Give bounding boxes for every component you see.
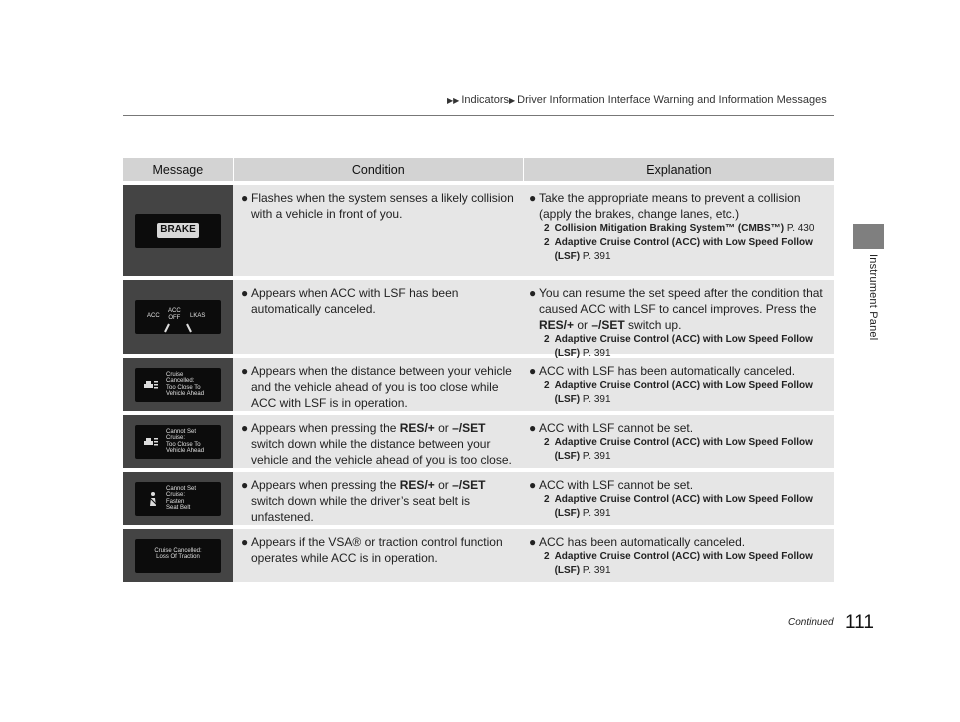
text-run: Take the appropriate means to prevent a collision (apply the brakes, change lanes, etc.): [539, 191, 801, 221]
reference-link[interactable]: [555, 236, 828, 264]
reference-arrow-icon: 2: [544, 551, 550, 562]
reference-arrow-icon: 2: [544, 237, 550, 248]
cross-reference[interactable]: [529, 222, 828, 236]
reference-title: Adaptive Cruise Control (ACC) with Low Speed Follow (LSF): [554, 437, 813, 462]
explanation-text: [539, 285, 828, 333]
reference-title: Adaptive Cruise Control (ACC) with Low Speed Follow (LSF): [554, 380, 813, 405]
bullet-icon: ●: [241, 421, 249, 435]
display-screen: [135, 482, 221, 516]
reference-page: P. 391: [582, 451, 611, 462]
switch-name: RES/+: [539, 318, 575, 332]
header-message: Message: [152, 162, 204, 177]
message-cell: [123, 529, 233, 582]
cross-reference[interactable]: [529, 379, 828, 407]
header-condition: Condition: [233, 158, 523, 181]
condition-cell: [233, 280, 523, 354]
explanation-bullet: [529, 534, 828, 550]
bullet-icon: ●: [529, 364, 537, 378]
cross-reference[interactable]: [529, 333, 828, 361]
section-label: Instrument Panel: [867, 254, 879, 341]
table-row: [123, 415, 834, 468]
reference-arrow-icon: 2: [544, 380, 550, 391]
reference-title: Adaptive Cruise Control (ACC) with Low Speed Follow (LSF): [554, 334, 813, 359]
explanation-bullet: [529, 477, 828, 493]
section-tab: [853, 224, 884, 249]
bullet-icon: ●: [529, 286, 537, 300]
reference-line: [544, 333, 828, 361]
header-explanation: Explanation: [523, 158, 834, 181]
condition-bullet: [241, 477, 517, 525]
display-screen: [135, 300, 221, 334]
message-cell: [123, 280, 233, 354]
double-arrow-icon: ▶▶: [447, 96, 460, 105]
screen-message: Cannot Set Cruise: Too Close To Vehicle Ahead: [166, 428, 205, 454]
text-run: or: [434, 421, 453, 435]
explanation-cell: [523, 185, 834, 276]
switch-name: –/SET: [591, 318, 625, 332]
explanation-text: [539, 477, 693, 493]
text-run: ACC with LSF cannot be set.: [539, 421, 694, 435]
text-run: Appears if the VSA® or traction control function operates while ACC is in operation.: [251, 535, 503, 565]
reference-page: P. 391: [582, 251, 611, 262]
header-divider: [123, 115, 834, 116]
reference-link[interactable]: [555, 333, 828, 361]
condition-text: [251, 363, 517, 411]
text-run: You can resume the set speed after the condition that caused ACC with LSF to cancel improves. Press the: [539, 286, 823, 316]
breadcrumb: [447, 94, 827, 106]
table-row: [123, 472, 834, 525]
explanation-cell: [523, 280, 834, 359]
lkas-label: LKAS: [190, 313, 206, 319]
seat-belt-icon: [148, 491, 158, 507]
reference-link[interactable]: [555, 222, 815, 236]
explanation-text: [539, 190, 828, 222]
text-run: ACC with LSF cannot be set.: [539, 478, 694, 492]
condition-text: [251, 285, 517, 317]
table-row: [123, 280, 834, 359]
screen-message: Cruise Cancelled: Too Close To Vehicle Ahead: [166, 371, 205, 397]
display-screen: [135, 539, 221, 573]
text-run: Appears when the distance between your vehicle and the vehicle ahead of you is too close while ACC with LSF is in operation.: [251, 364, 512, 410]
text-run: switch down while the driver’s seat belt is unfastened.: [251, 494, 470, 524]
reference-title: Collision Mitigation Braking System™ (CMBS™): [554, 223, 785, 234]
text-run: Appears when ACC with LSF has been automatically canceled.: [251, 286, 459, 316]
bullet-icon: ●: [241, 478, 249, 492]
bullet-icon: ●: [241, 191, 249, 205]
bullet-icon: ●: [529, 478, 537, 492]
text-run: or: [574, 318, 592, 332]
bullet-icon: ●: [529, 191, 537, 205]
condition-text: [251, 420, 517, 468]
condition-cell: [233, 472, 523, 525]
cross-reference[interactable]: [529, 236, 828, 264]
text-run: ACC with LSF has been automatically canceled.: [539, 364, 796, 378]
reference-page: P. 391: [582, 565, 611, 576]
reference-page: P. 391: [582, 348, 611, 359]
reference-arrow-icon: 2: [544, 494, 550, 505]
page-number: 111: [845, 612, 874, 633]
text-run: Appears when pressing the: [251, 421, 400, 435]
condition-text: [251, 534, 517, 566]
text-run: ACC has been automatically canceled.: [539, 535, 746, 549]
reference-link[interactable]: [555, 436, 828, 464]
message-cell: [123, 472, 233, 525]
bullet-icon: ●: [241, 535, 249, 549]
reference-line: [544, 550, 828, 578]
bullet-icon: ●: [241, 286, 249, 300]
condition-bullet: [241, 420, 517, 468]
bullet-icon: ●: [241, 364, 249, 378]
switch-name: RES/+: [399, 421, 435, 435]
reference-page: P. 391: [582, 508, 611, 519]
reference-arrow-icon: 2: [544, 437, 550, 448]
condition-bullet: [241, 190, 517, 222]
explanation-text: [539, 420, 693, 436]
message-cell: [123, 185, 233, 276]
continued-label: Continued: [788, 617, 834, 628]
display-screen: [135, 425, 221, 459]
breadcrumb-item[interactable]: Indicators: [461, 94, 510, 106]
reference-link[interactable]: [555, 550, 828, 578]
text-run: Flashes when the system senses a likely collision with a vehicle in front of you.: [251, 191, 514, 221]
reference-title: Adaptive Cruise Control (ACC) with Low Speed Follow (LSF): [554, 237, 813, 262]
explanation-bullet: [529, 190, 828, 222]
switch-name: –/SET: [452, 478, 486, 492]
table-row: [123, 358, 834, 411]
breadcrumb-item[interactable]: Driver Information Interface Warning and Information Messages: [517, 94, 827, 106]
message-cell: [123, 415, 233, 468]
reference-link[interactable]: [555, 379, 828, 407]
condition-bullet: [241, 285, 517, 317]
text-run: Appears when pressing the: [251, 478, 400, 492]
reference-line: [544, 436, 828, 464]
condition-text: [251, 477, 517, 525]
table-header: [123, 158, 834, 181]
acc-label: ACC: [147, 313, 160, 319]
explanation-bullet: [529, 285, 828, 333]
reference-title: Adaptive Cruise Control (ACC) with Low Speed Follow (LSF): [554, 494, 813, 519]
brake-indicator: BRAKE: [157, 223, 199, 238]
condition-cell: [233, 415, 523, 468]
reference-page: P. 391: [582, 394, 611, 405]
bullet-icon: ●: [529, 535, 537, 549]
switch-name: –/SET: [452, 421, 486, 435]
reference-line: [544, 493, 828, 521]
arrow-icon: ▶: [509, 96, 516, 105]
reference-line: [544, 236, 828, 264]
acc-off-label: ACC OFF: [168, 308, 181, 321]
condition-cell: [233, 358, 523, 411]
condition-text: [251, 190, 517, 222]
explanation-cell: [523, 529, 834, 582]
reference-arrow-icon: 2: [544, 334, 550, 345]
display-screen: [135, 368, 221, 402]
table-row: [123, 185, 834, 276]
reference-link[interactable]: [555, 493, 828, 521]
cross-reference[interactable]: [529, 493, 828, 521]
switch-name: RES/+: [399, 478, 435, 492]
cross-reference[interactable]: [529, 550, 828, 578]
explanation-text: [539, 534, 745, 550]
screen-message: Cruise Cancelled: Loss Of Traction: [154, 547, 202, 560]
message-cell: [123, 358, 233, 411]
table-row: [123, 529, 834, 582]
condition-cell: [233, 185, 523, 276]
bullet-icon: ●: [529, 421, 537, 435]
display-screen: [135, 214, 221, 248]
messages-table: [123, 158, 834, 582]
explanation-bullet: [529, 363, 828, 379]
text-run: switch up.: [624, 318, 682, 332]
explanation-bullet: [529, 420, 828, 436]
reference-arrow-icon: 2: [544, 223, 550, 234]
explanation-cell: [523, 472, 834, 525]
text-run: or: [434, 478, 453, 492]
text-run: switch down while the distance between your vehicle and the vehicle ahead of you is too close.: [251, 437, 512, 467]
reference-line: [544, 222, 828, 236]
condition-cell: [233, 529, 523, 582]
explanation-cell: [523, 358, 834, 411]
car-distance-icon: [143, 435, 159, 449]
reference-page: P. 430: [786, 223, 815, 234]
screen-message: Cannot Set Cruise: Fasten Seat Belt: [166, 485, 197, 511]
explanation-text: [539, 363, 795, 379]
car-distance-icon: [143, 378, 159, 392]
condition-bullet: [241, 534, 517, 566]
condition-bullet: [241, 363, 517, 411]
reference-title: Adaptive Cruise Control (ACC) with Low Speed Follow (LSF): [554, 551, 813, 576]
cross-reference[interactable]: [529, 436, 828, 464]
explanation-cell: [523, 415, 834, 468]
reference-line: [544, 379, 828, 407]
